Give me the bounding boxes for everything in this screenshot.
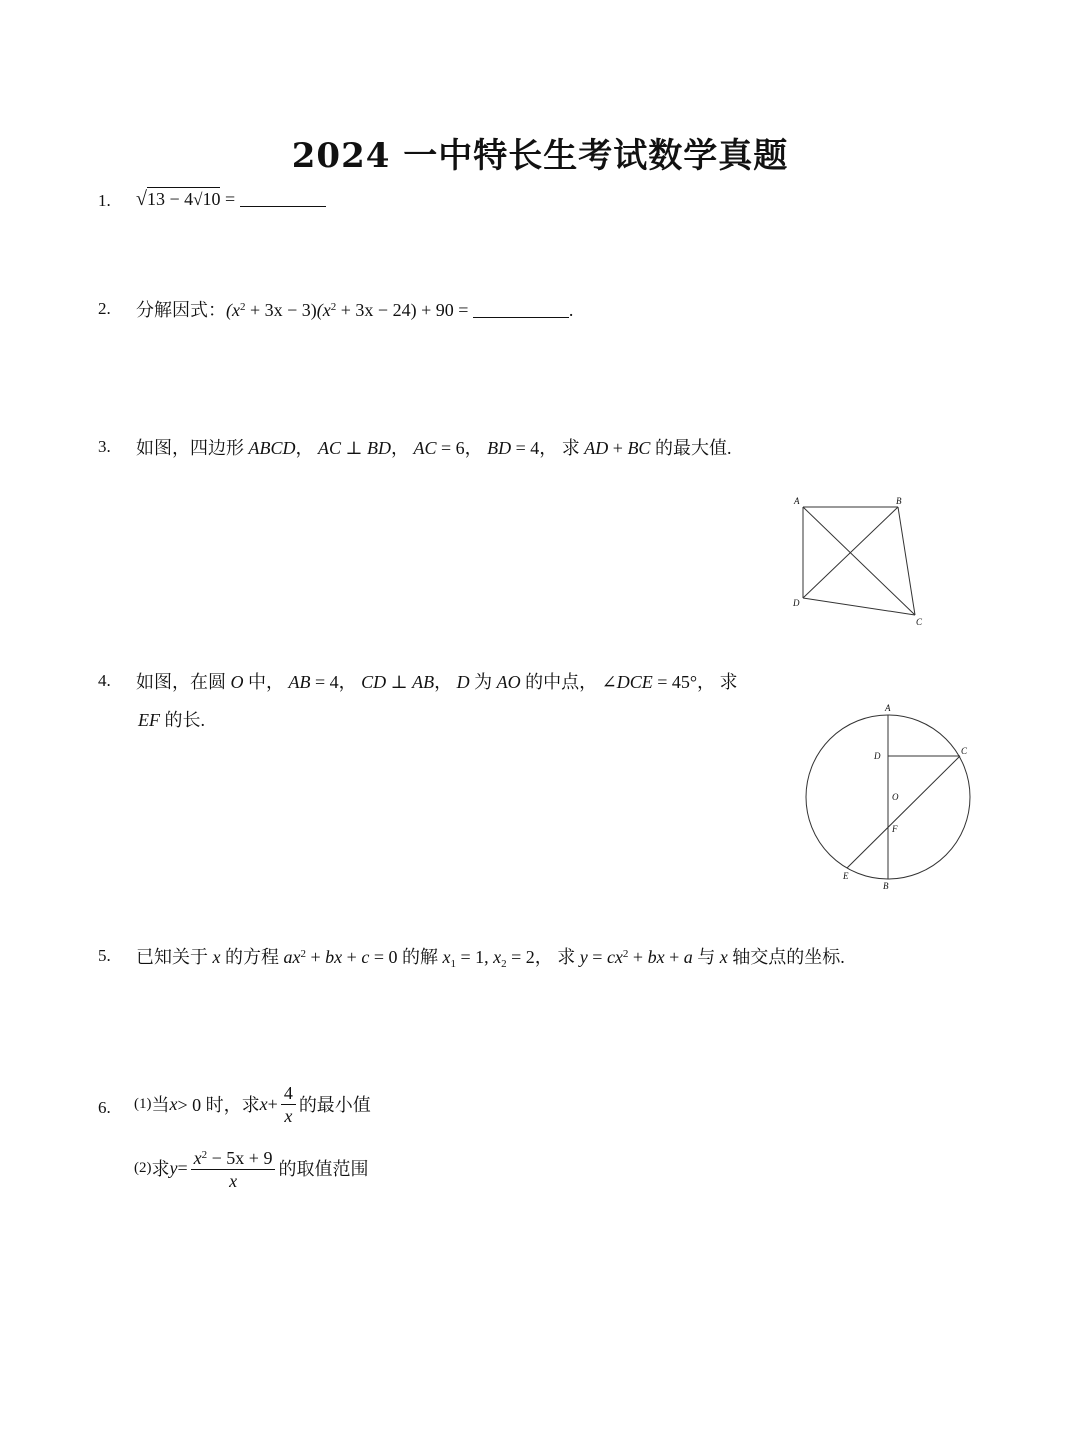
q5-t17: = bbox=[587, 947, 607, 967]
q4-number: 4. bbox=[98, 671, 111, 690]
q5-t13: x bbox=[493, 947, 502, 967]
q5-t3: ax bbox=[283, 947, 301, 967]
q6-p1-denominator: x bbox=[284, 1105, 293, 1126]
q1-radicand-b: 10 bbox=[202, 189, 221, 209]
q5-t16: y bbox=[579, 947, 588, 967]
q5-t0: 已知关于 bbox=[136, 947, 213, 967]
q1-number: 1. bbox=[98, 191, 111, 210]
q4-t11: AO bbox=[496, 672, 521, 692]
q4-text-line2 bbox=[138, 706, 205, 732]
q5-t14: 2 bbox=[501, 958, 507, 970]
q6-p2-y: y bbox=[169, 1157, 178, 1178]
q3-t12: + bbox=[608, 438, 628, 458]
segment-ce bbox=[847, 756, 960, 868]
q5-t7: + bbox=[342, 947, 362, 967]
q4-t16: 的长. bbox=[160, 710, 205, 730]
q3-t13: BC bbox=[627, 438, 651, 458]
q2-prefix: 分解因式： bbox=[136, 300, 226, 320]
q5-t19: 2 bbox=[622, 948, 629, 960]
q4-t12: 的中点， ∠ bbox=[520, 672, 617, 692]
q5-t12: = 1, bbox=[455, 947, 494, 967]
label-f: F bbox=[892, 824, 898, 834]
q6-p2-denominator: x bbox=[229, 1171, 238, 1191]
sqrt-sign-icon: √ bbox=[193, 190, 203, 209]
q5-t18: cx bbox=[606, 947, 623, 967]
diagonal-ac bbox=[803, 507, 915, 615]
q1-answer-blank[interactable] bbox=[240, 190, 326, 207]
q4-t6: ⊥ bbox=[386, 672, 413, 692]
q3-text bbox=[136, 434, 731, 460]
edge-cd bbox=[803, 598, 915, 615]
q4-t15: EF bbox=[138, 710, 160, 730]
q3-t3: AC bbox=[318, 438, 342, 458]
q2-factor2-b: + 3x − 24) + 90 = bbox=[336, 300, 469, 320]
q6-p2-eq: = bbox=[177, 1157, 188, 1178]
q5-t22: + bbox=[664, 947, 684, 967]
q6-p2-fraction bbox=[191, 1144, 276, 1192]
q5-t9: = 0 的解 bbox=[369, 947, 443, 967]
q6-p1-x: x bbox=[169, 1093, 178, 1114]
q6-p1-a: 当 bbox=[151, 1095, 170, 1115]
label-a: A bbox=[794, 496, 800, 506]
q6-part2-tag: (2) bbox=[134, 1159, 152, 1176]
q3-number: 3. bbox=[98, 437, 111, 456]
q2-answer-blank[interactable] bbox=[473, 301, 569, 318]
q5-t21: bx bbox=[647, 947, 665, 967]
page-title: 2024 一中特长生考试数学真题 bbox=[291, 136, 789, 176]
q6-p2-a: 求 bbox=[151, 1159, 170, 1179]
q5-t4: 2 bbox=[300, 948, 306, 960]
edge-bc bbox=[898, 507, 915, 615]
q2-end: . bbox=[568, 300, 574, 320]
q3-t1: ABCD bbox=[248, 438, 296, 458]
q1-equals: = bbox=[224, 189, 236, 209]
q3-t4: ⊥ bbox=[341, 438, 367, 458]
label-b: B bbox=[896, 496, 902, 506]
q2-factor1-b: + 3x − 3) bbox=[245, 300, 317, 320]
q4-t0: 如图，在圆 bbox=[136, 672, 231, 692]
q4-t7: AB bbox=[412, 672, 435, 692]
q5-t11: 1 bbox=[450, 958, 456, 970]
q6-p1-x2: x bbox=[259, 1093, 268, 1114]
q2-number: 2. bbox=[98, 299, 111, 318]
q4-circle-figure bbox=[795, 700, 985, 900]
q5-t8: c bbox=[361, 947, 370, 967]
label-d: D bbox=[793, 598, 800, 608]
q2-factor1-a: (x bbox=[226, 300, 240, 320]
label-c: C bbox=[961, 746, 968, 756]
q3-t10: = 4， 求 bbox=[511, 438, 585, 458]
q5-t5: + bbox=[306, 947, 326, 967]
q4-t3: AB bbox=[288, 672, 311, 692]
q2-expression bbox=[136, 296, 573, 322]
q6-p1-numerator: 4 bbox=[281, 1082, 296, 1105]
q5-t25: x bbox=[719, 947, 728, 967]
q6-p1-b: > 0 时，求 bbox=[177, 1095, 260, 1115]
q4-t5: CD bbox=[361, 672, 387, 692]
q4-t10: 为 bbox=[469, 672, 497, 692]
q3-t7: AC bbox=[413, 438, 437, 458]
q5-t15: = 2， 求 bbox=[506, 947, 580, 967]
q3-t9: BD bbox=[487, 438, 512, 458]
q2-square: 2 bbox=[239, 301, 246, 313]
q4-t14: = 45°， 求 bbox=[652, 672, 738, 692]
q4-t13: DCE bbox=[616, 672, 653, 692]
q3-t11: AD bbox=[584, 438, 609, 458]
q6-part1 bbox=[134, 1080, 371, 1128]
q6-p2-num-a: x bbox=[193, 1148, 202, 1168]
q4-t1: O bbox=[230, 672, 244, 692]
q5-t10: x bbox=[442, 947, 451, 967]
q5-number: 5. bbox=[98, 946, 111, 965]
label-a: A bbox=[885, 703, 891, 713]
q5-t23: a bbox=[683, 947, 693, 967]
q2-factor2-a: (x bbox=[316, 300, 331, 320]
q6-p1-plus: + bbox=[267, 1093, 278, 1114]
q3-t14: 的最大值. bbox=[650, 438, 732, 458]
label-e: E bbox=[843, 871, 849, 881]
q3-t2: ， bbox=[295, 438, 318, 458]
q6-p2-numerator bbox=[191, 1144, 276, 1170]
q1-radicand-a: 13 − 4 bbox=[146, 189, 194, 209]
q4-text-line1 bbox=[136, 668, 738, 694]
q5-t26: 轴交点的坐标. bbox=[727, 947, 845, 967]
sqrt-sign-icon: √ bbox=[136, 188, 147, 210]
q5-t1: x bbox=[212, 947, 221, 967]
q4-t4: = 4， bbox=[310, 672, 362, 692]
q6-p2-num-sq: 2 bbox=[201, 1149, 208, 1161]
q5-t24: 与 bbox=[692, 947, 720, 967]
label-c: C bbox=[916, 617, 923, 627]
q6-p1-fraction bbox=[281, 1082, 296, 1127]
q6-part2 bbox=[134, 1144, 368, 1192]
q3-t8: = 6， bbox=[436, 438, 488, 458]
q6-p2-num-b: − 5x + 9 bbox=[207, 1148, 273, 1168]
label-b: B bbox=[883, 881, 889, 891]
q5-t6: bx bbox=[325, 947, 343, 967]
q3-t5: BD bbox=[366, 438, 391, 458]
q4-t9: D bbox=[456, 672, 470, 692]
q5-t20: + bbox=[628, 947, 648, 967]
q6-number: 6. bbox=[98, 1098, 111, 1117]
q3-t6: ， bbox=[390, 438, 414, 458]
q1-expression bbox=[136, 188, 326, 211]
q6-part1-tag: (1) bbox=[134, 1095, 152, 1112]
q3-t0: 如图，四边形 bbox=[136, 438, 249, 458]
label-o: O bbox=[892, 792, 899, 802]
q2-square: 2 bbox=[330, 301, 337, 313]
q3-quadrilateral-figure bbox=[780, 490, 940, 630]
q5-text bbox=[136, 943, 845, 970]
q4-t2: 中， bbox=[243, 672, 289, 692]
q5-t2: 的方程 bbox=[220, 947, 284, 967]
q6-p1-c: 的最小值 bbox=[298, 1095, 371, 1115]
label-d: D bbox=[874, 751, 881, 761]
q4-t8: ， bbox=[434, 672, 457, 692]
q6-p2-c: 的取值范围 bbox=[278, 1159, 369, 1179]
